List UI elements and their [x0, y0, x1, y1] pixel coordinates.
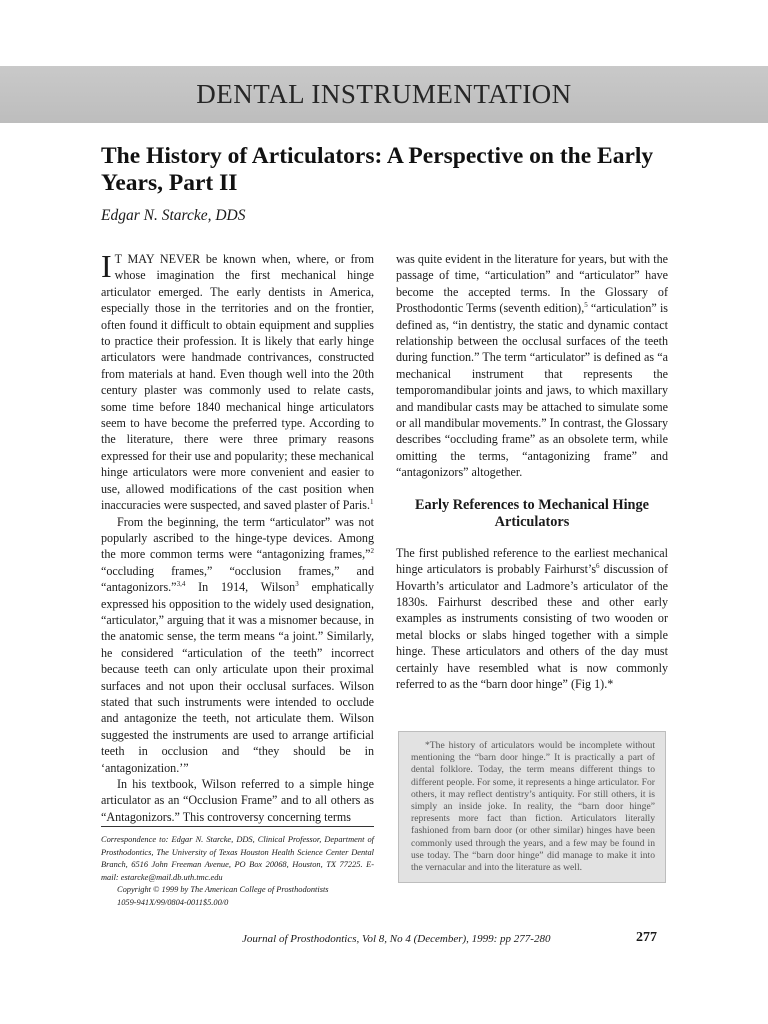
footnote-divider [101, 826, 374, 827]
drop-cap: I [101, 248, 112, 284]
paragraph-text: “articulation” is defined as, “in dentistry, the static and dynamic contact relationship between the occlusal surfaces of the teeth during function.” The term “articulator” is defined as “a mechanical instrument that represents the temporomandibular joints and jaws, to which maxillary and mandibular casts may be attached to simulate some or all mandibular movements.” In contrast, the Glossary describes “occluding frame” as an obsolete term, while omitting the terms, “antagonizing frame” and “antagonizors” altogether. [396, 301, 669, 480]
article-title: The History of Articulators: A Perspective on the Early Years, Part II [101, 143, 654, 196]
reference-marker: 2 [370, 547, 374, 556]
copyright-note: Copyright © 1999 by The American College of Prosthodontists [117, 885, 329, 895]
left-column [101, 248, 374, 825]
issn-note: 1059-941X/99/0804-0011$5.00/0 [117, 897, 229, 907]
journal-citation: Journal of Prosthodontics, Vol 8, No 4 (December), 1999: pp 277-280 [242, 933, 551, 945]
paragraph [101, 248, 374, 514]
paragraph [396, 545, 668, 693]
page-number: 277 [636, 930, 657, 945]
right-column [396, 251, 668, 692]
paragraph-text: emphatically expressed his opposition to the widely used designation, “articulator,” arguing that it was a misnomer because, in the anatomic sense, the term means “a joint.” Similarly, he considered “articulation of the teeth” incorrect because teeth can only articulate upon their proximal surfaces and not upon their occlusal surfaces. Wilson stated that such instruments were intended to occlude and antagonize the teeth, not articulate them. Wilson suggested the instruments are used to arrange artificial teeth in occlusion and “they should be in ‘antagonization.’” [101, 580, 374, 775]
paragraph [396, 251, 668, 481]
paragraph: In his textbook, Wilson referred to a simple hinge articulator as an “Occlusion Frame” and to all others as “Antagonizors.” This controversy concerning terms [101, 777, 374, 824]
footnote [101, 834, 374, 910]
paragraph-text: discussion of Hovarth’s articulator and Ladmore’s articulator of the 1830s. Fairhurst described these and other early examples as instruments consisting of two wooden or metal blocks or slabs hinged together with a simple hinge. These articulators and others of the day must certainly have resembled what is now commonly referred to as the “barn door hinge” (Fig 1).* [396, 562, 669, 691]
paragraph-text: “occluding frames,” “occlusion frames,” and “antagonizors.” [101, 563, 374, 595]
section-title: DENTAL INSTRUMENTATION [196, 79, 572, 109]
paragraph-lead: T MAY NEVER [114, 252, 201, 266]
reference-marker: 1 [369, 498, 374, 507]
correspondence-note: Correspondence to: Edgar N. Starcke, DDS, Clinical Professor, Department of Prosthodontics, The University of Texas Houston Health Science Center Dental Branch, 6516 John Freeman Avenue, PO Box 20068, Houston, TX 77225. E-mail: estarcke@mail.db.uth.tmc.edu [101, 835, 374, 882]
reference-marker: 5 [584, 301, 588, 310]
paragraph-text: From the beginning, the term “articulator” was not popularly ascribed to the hinge-type devices. Among the more common terms were “antagonizing frames,” [101, 514, 374, 562]
article-author: Edgar N. Starcke, DDS [101, 207, 246, 224]
reference-marker: 3,4 [176, 580, 186, 589]
sidebar-note: *The history of articulators would be incomplete without mentioning the “barn door hinge.” It is practically a part of dental folklore. Today, the term means different things to different people. For some, it represents a hinge articulator. For others, it may reflect dentistry’s antiquity. For still others, it is simply an inside joke. In reality, the “barn door hinge” represents more fact than fiction. Articulators literally fashioned from barn door (or other similar) hinges have been commonly used through the years, and a few may be found in use today. The “barn door hinge” did manage to make it into the vernacular and into the literature as well. [411, 740, 655, 874]
paragraph [101, 514, 374, 777]
paragraph-text: be known when, where, or from whose imagination the first mechanical hinge articulator emerged. The early dentists in America, especially those in the territories and on the frontier, often found it difficult to obtain equipment and supplies to practice their profession. It is likely that early hinge articulators were handmade contrivances, constructed from materials at hand. Even though well into the 20th century plaster was commonly used to relate casts, some time before 1840 mechanical hinge articulators seem to have become the preferred type. According to the literature, there were three primary reasons expressed for their use and popularity; these mechanical hinge articulators were more convenient and easier to use, allowed modifications of the cast position when inaccuracies were suspected, and saved plaster of Paris. [101, 252, 374, 513]
paragraph-text: In 1914, Wilson [185, 580, 296, 595]
sidebar-note-box [398, 731, 666, 883]
section-heading: Early References to Mechanical Hinge Articulators [415, 496, 649, 530]
paragraph-text: The first published reference to the earliest mechanical hinge articulators is probably Fairhurst’s [396, 545, 668, 577]
reference-marker: 6 [596, 562, 600, 571]
paragraph-text: was quite evident in the literature for years, but with the passage of time, “articulation” and “articulator” have become the accepted terms. In the Glossary of Prosthodontic Terms (seventh edition), [396, 252, 668, 316]
reference-marker: 3 [295, 580, 299, 589]
